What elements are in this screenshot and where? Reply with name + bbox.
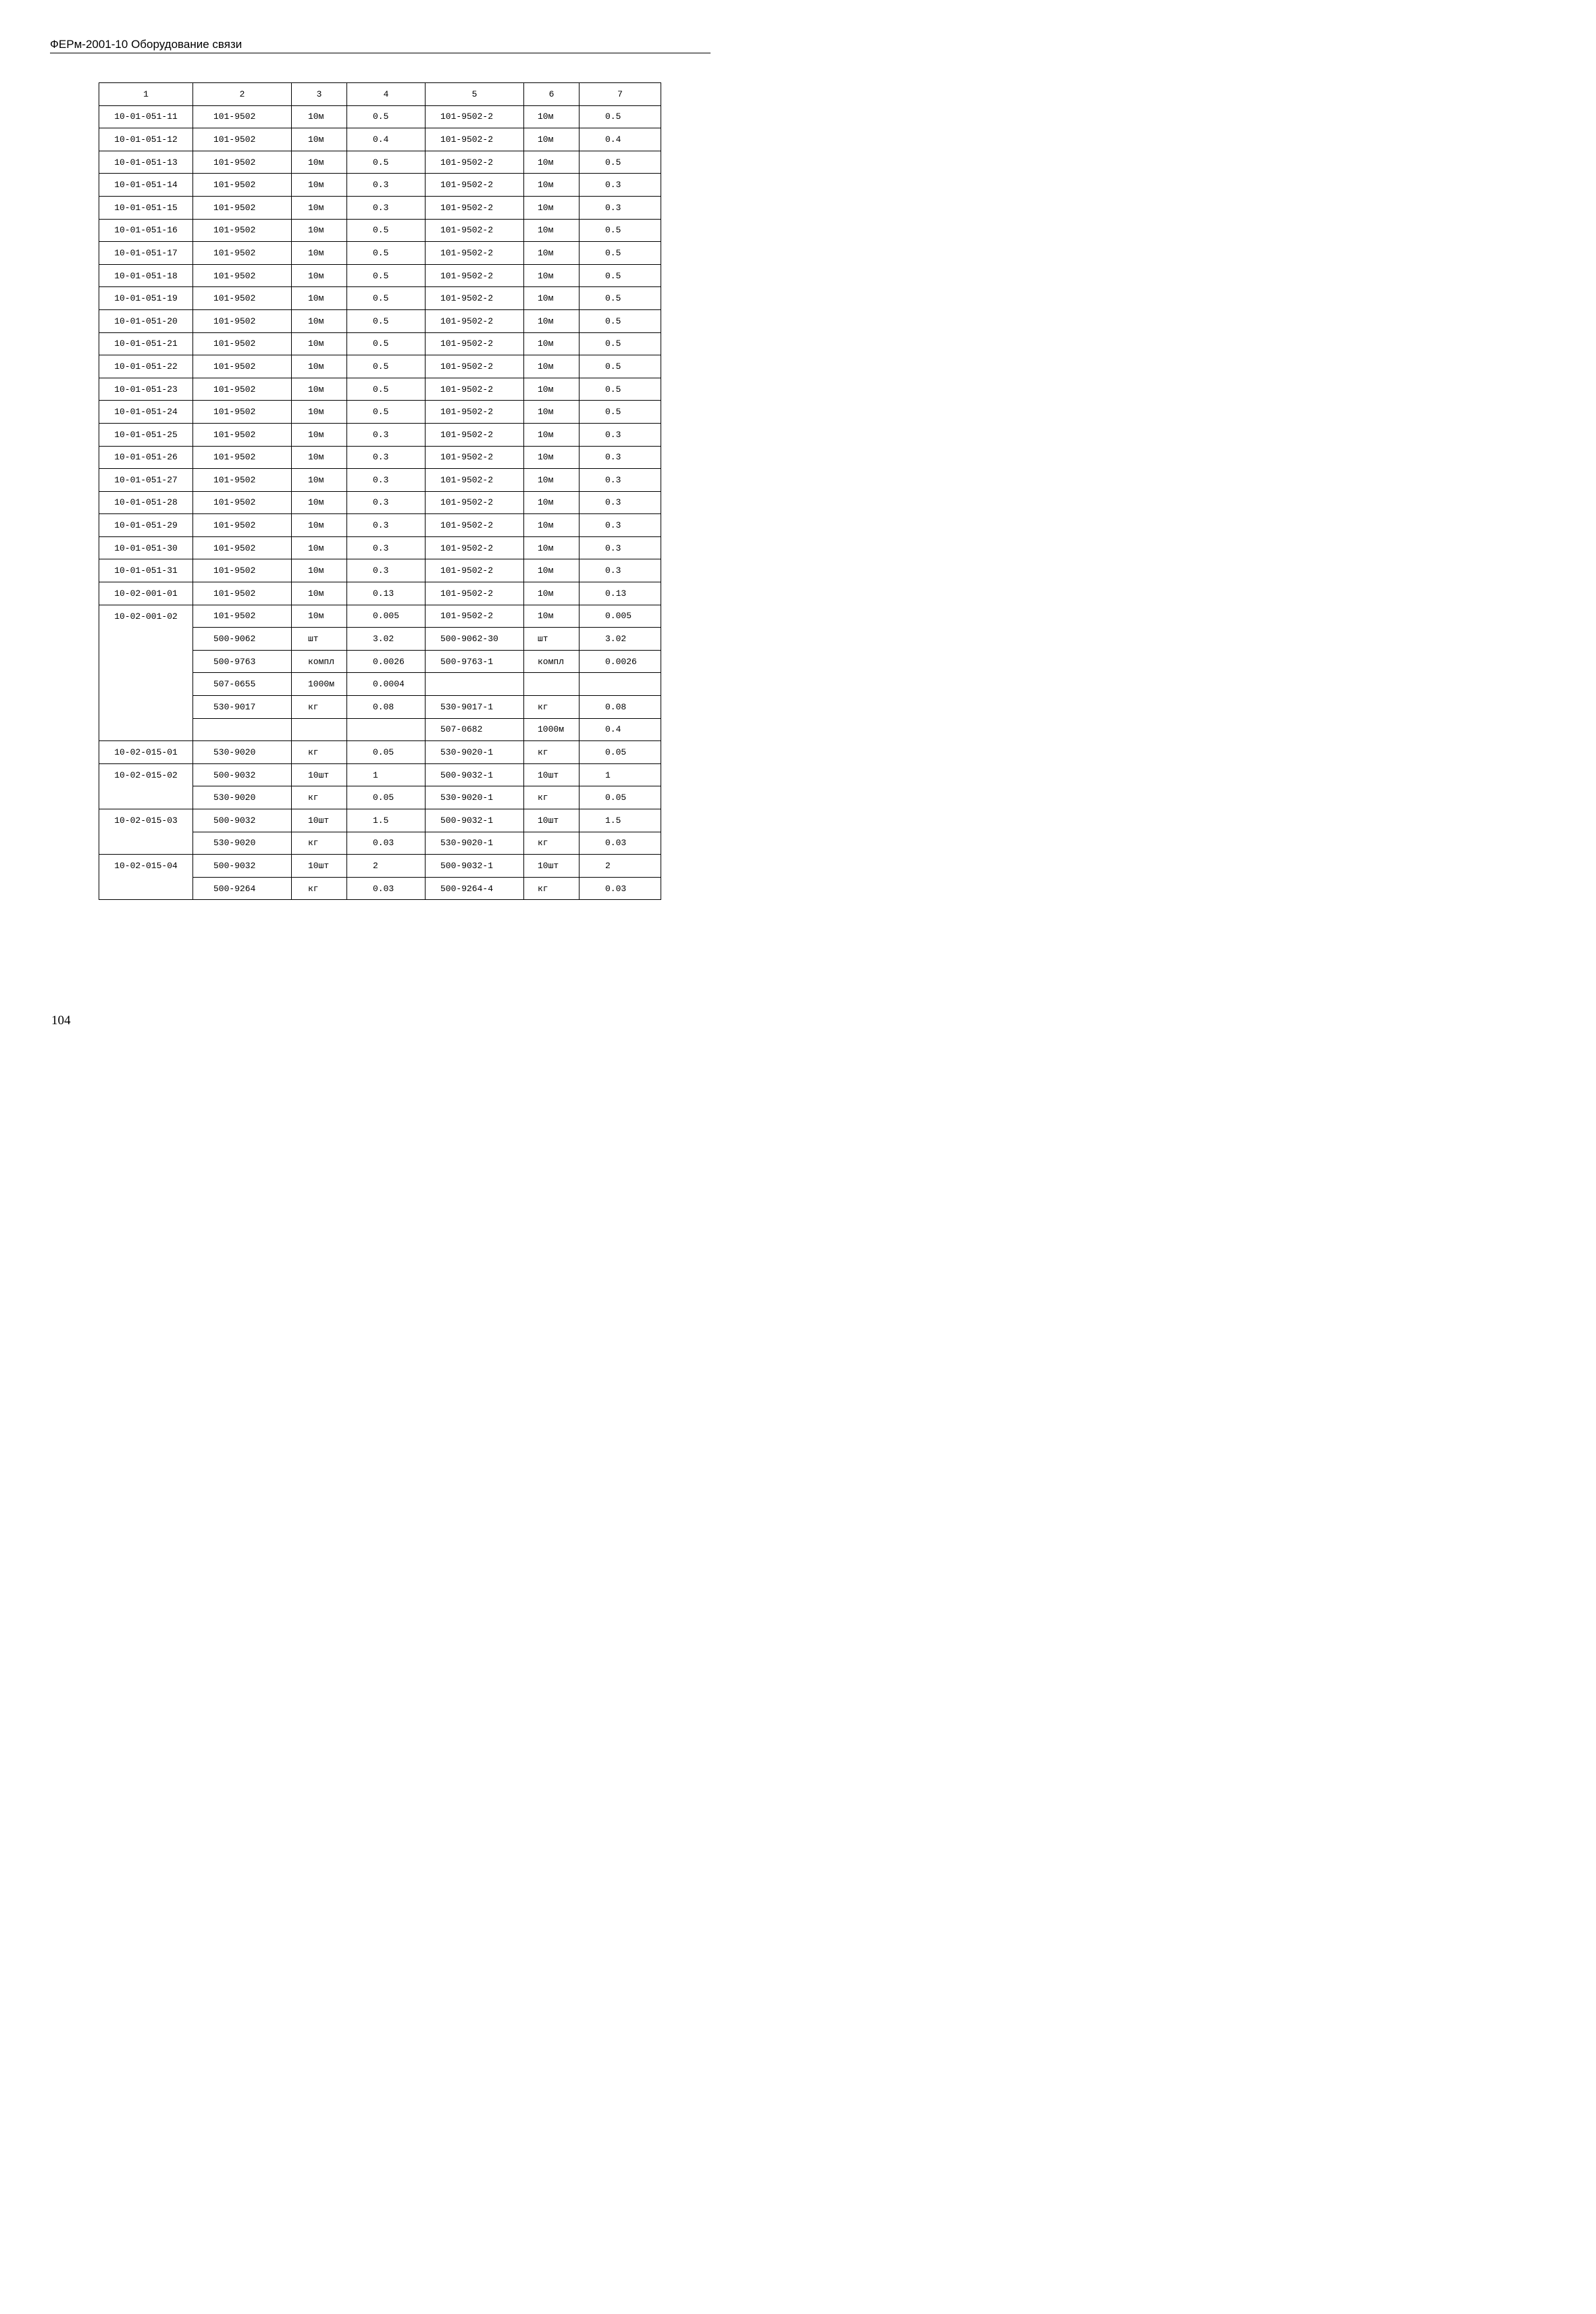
column-header: 1 <box>99 83 193 106</box>
table-cell <box>426 673 524 696</box>
column-header: 4 <box>347 83 426 106</box>
table-cell: 0.5 <box>580 355 661 378</box>
table-cell: 10м <box>292 287 347 310</box>
table-cell: 101-9502-2 <box>426 196 524 219</box>
table-cell: 500-9032 <box>193 763 292 786</box>
column-header: 3 <box>292 83 347 106</box>
table-cell: 530-9020 <box>193 786 292 809</box>
table-cell: кг <box>292 696 347 719</box>
table-cell: кг <box>524 696 580 719</box>
table-cell: 0.5 <box>347 309 426 332</box>
table-cell: 101-9502 <box>193 219 292 242</box>
table-row <box>99 378 661 401</box>
table-cell: 500-9264-4 <box>426 877 524 900</box>
code-cell: 10-01-051-26 <box>99 446 193 469</box>
code-cell: 10-01-051-12 <box>99 128 193 151</box>
code-cell: 10-01-051-31 <box>99 559 193 582</box>
table-cell: 10м <box>524 355 580 378</box>
table-cell: 101-9502-2 <box>426 309 524 332</box>
table-cell: 10м <box>292 332 347 355</box>
table-cell: 10м <box>292 196 347 219</box>
table-cell: 2 <box>347 855 426 878</box>
table-cell: 10м <box>524 242 580 265</box>
table-cell: 0.08 <box>580 696 661 719</box>
table-cell: 0.05 <box>580 741 661 764</box>
table-cell: 10м <box>524 128 580 151</box>
code-cell: 10-02-001-01 <box>99 582 193 605</box>
table-cell: 10м <box>524 309 580 332</box>
table-cell: 101-9502-2 <box>426 469 524 492</box>
table-cell: 101-9502 <box>193 105 292 128</box>
table-cell: 10м <box>524 514 580 537</box>
table-cell: 0.3 <box>347 423 426 446</box>
code-cell: 10-01-051-29 <box>99 514 193 537</box>
table-cell: 0.03 <box>580 877 661 900</box>
table-cell: 10м <box>292 355 347 378</box>
table-row <box>99 605 661 628</box>
code-cell <box>99 696 193 719</box>
table-cell: шт <box>524 628 580 651</box>
table-cell: 10шт <box>524 855 580 878</box>
table-cell: 500-9032-1 <box>426 855 524 878</box>
table-cell: 530-9017 <box>193 696 292 719</box>
table-cell: 10шт <box>292 855 347 878</box>
table-cell: 101-9502 <box>193 242 292 265</box>
table-row <box>99 309 661 332</box>
table-cell: 0.3 <box>347 536 426 559</box>
table-cell: 101-9502 <box>193 423 292 446</box>
table-row <box>99 832 661 855</box>
table-row <box>99 128 661 151</box>
table-cell: 101-9502-2 <box>426 582 524 605</box>
table-cell: 101-9502 <box>193 491 292 514</box>
table-cell: 10м <box>292 514 347 537</box>
code-cell: 10-01-051-30 <box>99 536 193 559</box>
table-cell: 500-9032 <box>193 855 292 878</box>
table-cell: 101-9502 <box>193 378 292 401</box>
table-cell: 101-9502 <box>193 469 292 492</box>
table-cell: 0.05 <box>580 786 661 809</box>
table-cell: 101-9502 <box>193 287 292 310</box>
table-header-row <box>99 83 661 106</box>
code-cell <box>99 786 193 809</box>
table-cell: 10м <box>524 446 580 469</box>
table-row <box>99 401 661 424</box>
table-cell: 0.3 <box>347 514 426 537</box>
table-cell: 530-9020-1 <box>426 832 524 855</box>
table-row <box>99 469 661 492</box>
table-cell: 0.5 <box>580 332 661 355</box>
code-cell: 10-01-051-13 <box>99 151 193 174</box>
table-row <box>99 786 661 809</box>
table-cell: 530-9020 <box>193 832 292 855</box>
code-cell <box>99 877 193 900</box>
table-cell: 10м <box>524 332 580 355</box>
table-cell: 101-9502-2 <box>426 491 524 514</box>
code-cell: 10-01-051-22 <box>99 355 193 378</box>
table-cell: 500-9032-1 <box>426 809 524 832</box>
table-cell: 101-9502-2 <box>426 264 524 287</box>
table-row <box>99 741 661 764</box>
table-cell: 0.08 <box>347 696 426 719</box>
table-cell: компл <box>524 650 580 673</box>
table-cell: 0.5 <box>580 105 661 128</box>
table-cell: 10м <box>292 491 347 514</box>
table-cell: 0.3 <box>580 514 661 537</box>
table-cell: 10м <box>292 128 347 151</box>
table-cell: 10м <box>292 536 347 559</box>
table-cell: 0.3 <box>580 469 661 492</box>
table-row <box>99 809 661 832</box>
table-row <box>99 696 661 719</box>
table-cell: 0.5 <box>347 151 426 174</box>
table-row <box>99 673 661 696</box>
table-row <box>99 650 661 673</box>
table-cell: 10м <box>292 423 347 446</box>
table-cell: 10м <box>524 605 580 628</box>
code-cell: 10-01-051-11 <box>99 105 193 128</box>
table-cell: 1.5 <box>347 809 426 832</box>
table-cell: 0.05 <box>347 786 426 809</box>
table-row <box>99 242 661 265</box>
table-cell: 10м <box>524 378 580 401</box>
table-cell: 10м <box>292 378 347 401</box>
code-cell: 10-01-051-24 <box>99 401 193 424</box>
table-cell: 0.3 <box>580 536 661 559</box>
table-cell: 500-9032-1 <box>426 763 524 786</box>
table-cell: 101-9502-2 <box>426 559 524 582</box>
table-cell: 0.05 <box>347 741 426 764</box>
table-row <box>99 491 661 514</box>
code-cell: 10-01-051-17 <box>99 242 193 265</box>
table-cell: 0.005 <box>347 605 426 628</box>
table-cell: 0.5 <box>347 287 426 310</box>
table-cell: 1 <box>347 763 426 786</box>
table-row <box>99 855 661 878</box>
code-cell: 10-01-051-27 <box>99 469 193 492</box>
table-cell: 1 <box>580 763 661 786</box>
table-cell: 500-9062 <box>193 628 292 651</box>
table-row <box>99 628 661 651</box>
table-cell: 101-9502-2 <box>426 151 524 174</box>
page-header: ФЕРм-2001-10 Оборудование связи <box>50 38 711 53</box>
table-cell: 101-9502-2 <box>426 287 524 310</box>
table-cell: 10м <box>292 264 347 287</box>
table-cell: 10м <box>292 105 347 128</box>
table-cell: 101-9502-2 <box>426 242 524 265</box>
table-row <box>99 174 661 197</box>
table-cell: 10м <box>292 446 347 469</box>
table-cell: 0.3 <box>347 196 426 219</box>
code-cell: 10-02-015-03 <box>99 809 193 832</box>
table-row <box>99 219 661 242</box>
table-cell: 0.3 <box>347 491 426 514</box>
table-row <box>99 196 661 219</box>
table-cell: 500-9763 <box>193 650 292 673</box>
table-cell: 101-9502-2 <box>426 355 524 378</box>
table-cell: 530-9017-1 <box>426 696 524 719</box>
table-cell: 101-9502-2 <box>426 514 524 537</box>
table-cell: 0.5 <box>580 378 661 401</box>
table-cell: 101-9502 <box>193 559 292 582</box>
table-cell: 3.02 <box>580 628 661 651</box>
table-cell: 0.03 <box>347 877 426 900</box>
table-cell: 0.005 <box>580 605 661 628</box>
code-cell: 10-02-015-04 <box>99 855 193 878</box>
table-cell: 1.5 <box>580 809 661 832</box>
column-header: 7 <box>580 83 661 106</box>
table-cell: 0.5 <box>347 355 426 378</box>
table-cell: 10м <box>524 469 580 492</box>
table-cell <box>292 718 347 741</box>
table-cell: 0.3 <box>580 423 661 446</box>
table-cell: 0.5 <box>580 264 661 287</box>
table-row <box>99 287 661 310</box>
code-cell <box>99 832 193 855</box>
table-cell: 10м <box>524 264 580 287</box>
table-cell: 101-9502 <box>193 128 292 151</box>
table-cell: 500-9032 <box>193 809 292 832</box>
table-cell: 101-9502-2 <box>426 446 524 469</box>
table-cell: 530-9020-1 <box>426 741 524 764</box>
table-row <box>99 151 661 174</box>
table-cell: 101-9502-2 <box>426 128 524 151</box>
table-row <box>99 877 661 900</box>
table-row <box>99 763 661 786</box>
table-cell <box>524 673 580 696</box>
table-row <box>99 264 661 287</box>
table-row <box>99 718 661 741</box>
table-cell: 507-0655 <box>193 673 292 696</box>
table-cell: 0.5 <box>347 242 426 265</box>
table-row <box>99 332 661 355</box>
table-cell: 101-9502 <box>193 401 292 424</box>
table-cell: 0.3 <box>347 174 426 197</box>
table-cell: 0.3 <box>580 559 661 582</box>
table-cell: 10м <box>292 309 347 332</box>
table-cell: 0.5 <box>580 151 661 174</box>
table-cell: 10м <box>524 401 580 424</box>
table-cell: 10м <box>292 242 347 265</box>
table-cell: 101-9502 <box>193 514 292 537</box>
column-header: 6 <box>524 83 580 106</box>
table-cell: 10м <box>292 469 347 492</box>
table-cell: 101-9502 <box>193 174 292 197</box>
table-cell: 10шт <box>524 809 580 832</box>
table-cell: 0.4 <box>580 718 661 741</box>
table-row <box>99 514 661 537</box>
table-cell: 10шт <box>292 763 347 786</box>
table-cell: 101-9502-2 <box>426 401 524 424</box>
code-cell: 10-01-051-15 <box>99 196 193 219</box>
code-cell <box>99 718 193 741</box>
table-cell: 3.02 <box>347 628 426 651</box>
column-header: 5 <box>426 83 524 106</box>
table-cell: 500-9264 <box>193 877 292 900</box>
table-cell: 10м <box>524 151 580 174</box>
table-cell: 507-0682 <box>426 718 524 741</box>
table-cell: 0.0026 <box>347 650 426 673</box>
table-cell: 10м <box>292 401 347 424</box>
table-cell: кг <box>292 832 347 855</box>
table-cell: 0.5 <box>347 378 426 401</box>
table-cell: 0.5 <box>580 401 661 424</box>
code-cell: 10-01-051-14 <box>99 174 193 197</box>
table-cell: 0.5 <box>347 264 426 287</box>
table-cell: кг <box>524 877 580 900</box>
table-cell: 10м <box>524 219 580 242</box>
table-cell: 10м <box>524 582 580 605</box>
code-cell <box>99 628 193 651</box>
table-cell: 1000м <box>524 718 580 741</box>
code-cell: 10-01-051-18 <box>99 264 193 287</box>
code-cell: 10-01-051-19 <box>99 287 193 310</box>
table-cell: компл <box>292 650 347 673</box>
table-cell: 0.4 <box>347 128 426 151</box>
table-cell: 10м <box>524 491 580 514</box>
table-cell: 101-9502 <box>193 582 292 605</box>
code-cell: 10-01-051-28 <box>99 491 193 514</box>
table-cell: 101-9502 <box>193 151 292 174</box>
table-cell: 0.5 <box>347 401 426 424</box>
table-cell: 101-9502 <box>193 332 292 355</box>
table-cell: 0.5 <box>580 219 661 242</box>
column-header: 2 <box>193 83 292 106</box>
table-cell: 0.0004 <box>347 673 426 696</box>
table-cell: 0.3 <box>580 491 661 514</box>
table-cell: кг <box>524 832 580 855</box>
table-cell: 101-9502-2 <box>426 174 524 197</box>
table-row <box>99 355 661 378</box>
table-cell: 101-9502-2 <box>426 536 524 559</box>
table-cell <box>193 718 292 741</box>
table-cell <box>580 673 661 696</box>
table-row <box>99 423 661 446</box>
table-cell <box>347 718 426 741</box>
table-cell: 101-9502 <box>193 309 292 332</box>
table-row <box>99 536 661 559</box>
table-row <box>99 582 661 605</box>
table-cell: 10м <box>524 559 580 582</box>
page-number: 104 <box>51 1013 71 1028</box>
code-cell <box>99 673 193 696</box>
table-cell: 10м <box>524 174 580 197</box>
table-cell: 0.3 <box>347 559 426 582</box>
table-cell: 0.13 <box>580 582 661 605</box>
table-cell: 10м <box>524 287 580 310</box>
table-cell: 0.0026 <box>580 650 661 673</box>
table-cell: 0.5 <box>347 105 426 128</box>
table-cell: 0.03 <box>347 832 426 855</box>
table-cell: 10м <box>292 174 347 197</box>
table-cell: 0.3 <box>347 446 426 469</box>
code-cell: 10-02-001-02 <box>99 605 193 628</box>
table-cell: 2 <box>580 855 661 878</box>
table-cell: 101-9502-2 <box>426 605 524 628</box>
table-cell: 10м <box>292 605 347 628</box>
table-cell: 0.5 <box>347 332 426 355</box>
table-cell: 10м <box>524 105 580 128</box>
table-cell: 0.4 <box>580 128 661 151</box>
table-cell: кг <box>292 741 347 764</box>
table-cell: 0.3 <box>347 469 426 492</box>
table-cell: 0.13 <box>347 582 426 605</box>
table-cell: 10м <box>292 582 347 605</box>
table-cell: 101-9502-2 <box>426 332 524 355</box>
table-cell: 530-9020 <box>193 741 292 764</box>
code-cell: 10-02-015-02 <box>99 763 193 786</box>
resource-table <box>99 82 661 900</box>
table-cell: 0.3 <box>580 196 661 219</box>
table-cell: 101-9502-2 <box>426 105 524 128</box>
table-cell: 0.5 <box>580 242 661 265</box>
table-row <box>99 559 661 582</box>
table-cell: 101-9502 <box>193 355 292 378</box>
table-cell: 101-9502 <box>193 264 292 287</box>
table-cell: 10м <box>524 196 580 219</box>
table-cell: 10шт <box>524 763 580 786</box>
table-cell: 101-9502 <box>193 446 292 469</box>
code-cell: 10-01-051-21 <box>99 332 193 355</box>
table-row <box>99 105 661 128</box>
table-cell: кг <box>524 786 580 809</box>
code-cell <box>99 650 193 673</box>
code-cell: 10-02-015-01 <box>99 741 193 764</box>
code-cell: 10-01-051-20 <box>99 309 193 332</box>
table-cell: шт <box>292 628 347 651</box>
table-cell: 0.5 <box>347 219 426 242</box>
code-cell: 10-01-051-16 <box>99 219 193 242</box>
table-cell: 10м <box>292 559 347 582</box>
table-cell: 530-9020-1 <box>426 786 524 809</box>
table-cell: 0.5 <box>580 309 661 332</box>
code-cell: 10-01-051-23 <box>99 378 193 401</box>
table-cell: 1000м <box>292 673 347 696</box>
table-cell: 500-9062-30 <box>426 628 524 651</box>
table-cell: 0.5 <box>580 287 661 310</box>
table-cell: 101-9502-2 <box>426 219 524 242</box>
table-cell: 500-9763-1 <box>426 650 524 673</box>
table-cell: 0.03 <box>580 832 661 855</box>
table-cell: кг <box>524 741 580 764</box>
table-cell: 101-9502 <box>193 605 292 628</box>
table-cell: 10м <box>524 536 580 559</box>
table-cell: кг <box>292 786 347 809</box>
table-row <box>99 446 661 469</box>
table-cell: 101-9502 <box>193 196 292 219</box>
table-cell: 0.3 <box>580 174 661 197</box>
table-cell: 0.3 <box>580 446 661 469</box>
table-cell: 101-9502-2 <box>426 423 524 446</box>
table-cell: 10м <box>524 423 580 446</box>
table-cell: 10м <box>292 219 347 242</box>
code-cell: 10-01-051-25 <box>99 423 193 446</box>
table-cell: 101-9502-2 <box>426 378 524 401</box>
table-cell: кг <box>292 877 347 900</box>
table-cell: 10шт <box>292 809 347 832</box>
table-cell: 10м <box>292 151 347 174</box>
table-cell: 101-9502 <box>193 536 292 559</box>
